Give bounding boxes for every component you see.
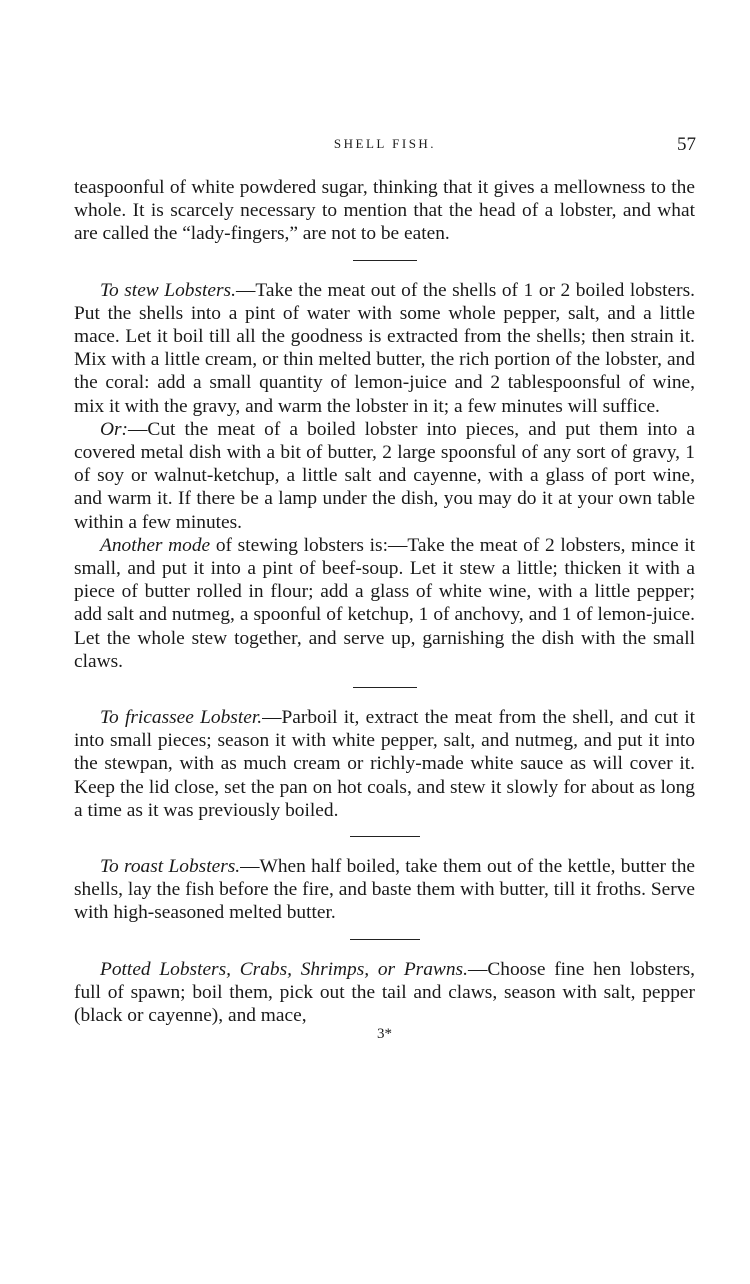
section-divider [353, 687, 417, 688]
recipe-title: To stew Lobsters. [100, 279, 236, 301]
recipe-title: Potted Lobsters, Crabs, Shrimps, or Prawns. [100, 958, 468, 980]
recipe-title: To fricassee Lobster. [100, 707, 263, 729]
section-divider [353, 260, 417, 261]
recipe-title: Another mode [100, 534, 211, 556]
paragraph-potted-lobsters [74, 958, 695, 1028]
recipe-title: To roast Lobsters. [100, 856, 241, 878]
paragraph-continued [74, 176, 695, 246]
paragraph-or [74, 418, 695, 534]
body-text [74, 176, 695, 1043]
section-divider [350, 939, 420, 940]
paragraph-text: of stewing lobsters is:—Take the meat of 2 lobsters, mince it small, and put it into a pint of beef-soup. Let it stew a little; thicken it with a piece of butter rolled in flour; add a glass of white wine, with a little pepper; add salt and nutmeg, a spoonful of ketchup, 1 of anchovy, and 1 of lemon-juice. Let the whole stew together, and serve up, garnishing the dish with the small claws. [74, 534, 695, 672]
paragraph-stew-lobsters [74, 279, 695, 418]
paragraph-text: —Choose fine hen lobsters, full of spawn; boil them, pick out the tail and claws, season with salt, pepper (black or cayenne), and mace, [74, 958, 695, 1027]
paragraph-text: —Take the meat out of the shells of 1 or 2 boiled lobsters. Put the shells into a pint of water with some whole pepper, salt, and a little mace. Let it boil till all the goodness is extracted from the shells; then strain it. Mix with a little cream, or thin melted butter, the rich portion of the lobster, and the coral: add a small quantity of lemon-juice and 2 tablespoonsful of wine, mix it with the gravy, and warm the lobster in it; a few minutes will suffice. [74, 279, 695, 417]
page-header [74, 134, 696, 158]
paragraph-roast-lobsters [74, 855, 695, 925]
paragraph-text: —When half boiled, take them out of the kettle, butter the shells, lay the fish before the fire, and baste them with butter, till it froths. Serve with high-seasoned melted butter. [74, 856, 695, 924]
paragraph-text: —Parboil it, extract the meat from the shell, and cut it into small pieces; season it with white pepper, salt, and nutmeg, and put it into the stewpan, with as much cream or richly-made white sauce as will cover it. Keep the lid close, set the pan on hot coals, and stew it slowly for about as long a time as it was previously boiled. [74, 707, 695, 821]
page-number: 57 [677, 134, 696, 155]
paragraph-text: teaspoonful of white powdered sugar, thinking that it gives a mellowness to the whole. It is scarcely necessary to mention that the head of a lobster, and what are called the “lady-fingers,” are not to be eaten. [74, 177, 695, 245]
paragraph-another-mode [74, 534, 695, 673]
paragraph-fricassee-lobster [74, 706, 695, 822]
section-divider [350, 836, 420, 837]
running-head: SHELL FISH. [333, 136, 437, 151]
recipe-title: Or: [100, 418, 129, 440]
paragraph-text: —Cut the meat of a boiled lobster into pieces, and put them into a covered metal dish with a bit of butter, 2 large spoonsful of any sort of gravy, 1 of soy or walnut-ketchup, a little salt and cayenne, with a glass of port wine, and warm it. If there be a lamp under the dish, you may do it at your own table within a few minutes. [74, 418, 695, 533]
signature-mark: 3* [377, 1026, 392, 1043]
